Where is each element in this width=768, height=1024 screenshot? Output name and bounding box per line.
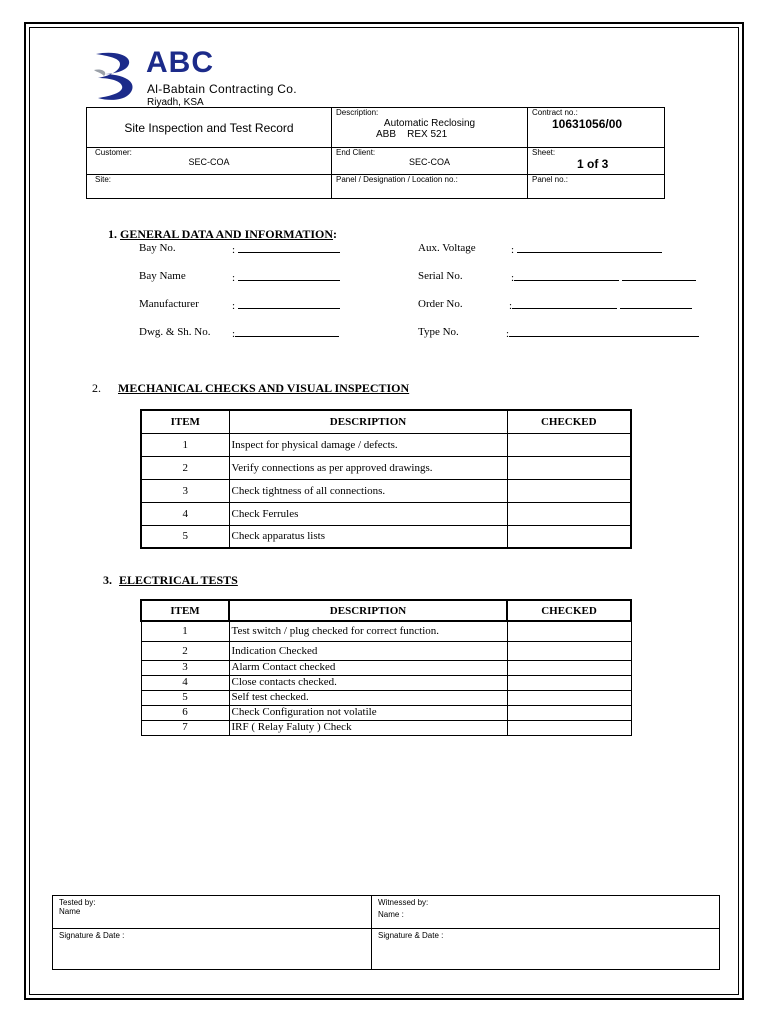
end-client-value: SEC-COA (408, 157, 450, 167)
section2-title: MECHANICAL CHECKS AND VISUAL INSPECTION (118, 381, 410, 395)
field-dwg-sh-no-input[interactable] (232, 326, 339, 340)
field-label: Bay Name (139, 270, 186, 282)
description-line1: Automatic Reclosing (383, 118, 476, 129)
field-sep: : (511, 272, 515, 284)
field-label: Aux. Voltage (418, 242, 476, 254)
contract-cell (528, 108, 665, 148)
item-description: Test switch / plug checked for correct function. (229, 621, 507, 641)
item-description: Alarm Contact checked (229, 660, 507, 675)
item-number: 5 (141, 525, 229, 548)
customer-value: SEC-COA (188, 157, 230, 167)
checked-cell[interactable] (507, 502, 631, 525)
fill-line (235, 326, 339, 337)
table-row (141, 479, 631, 502)
description-cell (332, 108, 528, 148)
section2-heading (92, 381, 409, 396)
field-bay-name-input[interactable] (232, 270, 340, 284)
field-aux-voltage (418, 242, 476, 254)
tested-signature-cell[interactable] (53, 929, 372, 970)
table-row (141, 433, 631, 456)
electrical-tests-table (140, 599, 632, 736)
item-number: 4 (141, 675, 229, 690)
field-sep: : (511, 244, 515, 256)
col-checked-header: CHECKED (507, 410, 631, 433)
header-table (86, 107, 665, 199)
customer-cell (87, 148, 332, 175)
checked-cell[interactable] (507, 690, 631, 705)
table-row (141, 641, 631, 660)
section3-title: ELECTRICAL TESTS (119, 573, 238, 587)
item-description: Check tightness of all connections. (229, 479, 507, 502)
field-sep: : (232, 272, 236, 284)
checked-cell[interactable] (507, 433, 631, 456)
record-title: Site Inspection and Test Record (87, 108, 332, 148)
item-number: 6 (141, 705, 229, 720)
checked-cell[interactable] (507, 479, 631, 502)
checked-cell[interactable] (507, 705, 631, 720)
item-description: Check Ferrules (229, 502, 507, 525)
logo-letters: ABC (146, 46, 214, 79)
description-brand: ABB (376, 129, 397, 140)
section1-heading (108, 227, 337, 242)
table-row (141, 660, 631, 675)
field-sep: : (509, 300, 513, 312)
col-item-header: ITEM (141, 410, 229, 433)
item-number: 1 (141, 621, 229, 641)
field-dwg-sh-no (139, 326, 211, 338)
field-label: Dwg. & Sh. No. (139, 326, 211, 338)
fill-line (517, 242, 662, 253)
field-label: Order No. (418, 298, 463, 310)
site-cell (87, 175, 332, 199)
panel-no-cell (528, 175, 665, 199)
field-bay-name (139, 270, 186, 282)
item-description: Check apparatus lists (229, 525, 507, 548)
col-description-header: DESCRIPTION (229, 600, 507, 621)
fill-line (622, 270, 696, 281)
col-checked-header: CHECKED (507, 600, 631, 621)
mechanical-checks-table (140, 409, 632, 549)
panel-label: Panel / Designation / Location no.: (336, 175, 458, 184)
sheet-cell (528, 148, 665, 175)
site-label: Site: (95, 175, 112, 184)
item-description: Indication Checked (229, 641, 507, 660)
abc-swoosh-logo-icon (92, 50, 138, 102)
end-client-cell (332, 148, 528, 175)
contract-value: 10631056/00 (552, 117, 623, 131)
field-order-no (418, 298, 463, 310)
field-bay-no (139, 242, 176, 254)
sheet-label: Sheet: (532, 148, 556, 157)
table-row (141, 720, 631, 735)
field-sep: : (232, 244, 236, 256)
section1-colon: : (333, 227, 338, 241)
table-row (141, 502, 631, 525)
table-row (141, 621, 631, 641)
description-model: REX 521 (407, 129, 448, 140)
item-number: 2 (141, 641, 229, 660)
field-sep: : (506, 328, 510, 340)
item-number: 3 (141, 479, 229, 502)
checked-cell[interactable] (507, 720, 631, 735)
witnessed-by-cell[interactable] (372, 896, 720, 929)
panel-no-label: Panel no.: (532, 175, 569, 184)
tested-name-label: Name (59, 907, 81, 916)
table-row (141, 690, 631, 705)
item-description: Inspect for physical damage / defects. (229, 433, 507, 456)
field-type-no-input[interactable] (506, 326, 699, 340)
witnessed-by-label: Witnessed by: (378, 898, 429, 907)
checked-cell[interactable] (507, 675, 631, 690)
company-name: Al-Babtain Contracting Co. (147, 82, 297, 96)
table-row (141, 675, 631, 690)
field-sep: : (232, 328, 236, 340)
signature-table (52, 895, 720, 970)
table-row (141, 525, 631, 548)
field-label: Serial No. (418, 270, 463, 282)
signature-date-label: Signature & Date : (378, 931, 444, 940)
item-number: 7 (141, 720, 229, 735)
fill-line (509, 326, 699, 337)
section2-number: 2. (92, 381, 101, 395)
fill-line (238, 242, 340, 253)
description-label: Description: (336, 108, 379, 117)
tested-by-cell[interactable] (53, 896, 372, 929)
table-row (141, 705, 631, 720)
item-number: 2 (141, 456, 229, 479)
field-label: Bay No. (139, 242, 176, 254)
checked-cell[interactable] (507, 660, 631, 675)
field-serial-no-input[interactable] (511, 270, 696, 284)
signature-date-label: Signature & Date : (59, 931, 125, 940)
item-number: 4 (141, 502, 229, 525)
sheet-value: 1 of 3 (577, 157, 609, 171)
fill-line (620, 298, 692, 309)
col-description-header: DESCRIPTION (229, 410, 507, 433)
company-city: Riyadh, KSA (147, 97, 204, 108)
item-number: 1 (141, 433, 229, 456)
field-manufacturer (139, 298, 199, 310)
fill-line (238, 270, 340, 281)
checked-cell[interactable] (507, 456, 631, 479)
field-type-no (418, 326, 459, 338)
field-bay-no-input[interactable] (232, 242, 340, 256)
contract-label: Contract no.: (532, 108, 578, 117)
field-serial-no (418, 270, 463, 282)
fill-line (514, 270, 619, 281)
fill-line (512, 298, 617, 309)
item-number: 3 (141, 660, 229, 675)
panel-cell (332, 175, 528, 199)
item-description: Verify connections as per approved drawings. (229, 456, 507, 479)
item-description: Self test checked. (229, 690, 507, 705)
witnessed-name-label: Name : (378, 910, 404, 919)
col-item-header: ITEM (141, 600, 229, 621)
checked-cell[interactable] (507, 641, 631, 660)
field-aux-voltage-input[interactable] (511, 242, 662, 256)
end-client-label: End Client: (336, 148, 376, 157)
field-label: Type No. (418, 326, 459, 338)
item-description: Check Configuration not volatile (229, 705, 507, 720)
section1-number: 1. (108, 227, 117, 241)
field-order-no-input[interactable] (509, 298, 692, 312)
customer-label: Customer: (95, 148, 132, 157)
item-description: IRF ( Relay Faluty ) Check (229, 720, 507, 735)
field-manufacturer-input[interactable] (232, 298, 340, 312)
table-row (141, 456, 631, 479)
item-description: Close contacts checked. (229, 675, 507, 690)
item-number: 5 (141, 690, 229, 705)
checked-cell[interactable] (507, 525, 631, 548)
witnessed-signature-cell[interactable] (372, 929, 720, 970)
field-sep: : (232, 300, 236, 312)
field-label: Manufacturer (139, 298, 199, 310)
tested-by-label: Tested by: (59, 898, 96, 907)
description-line2 (336, 129, 523, 140)
fill-line (238, 298, 340, 309)
section3-heading (103, 573, 238, 588)
section3-number: 3. (103, 573, 112, 587)
checked-cell[interactable] (507, 621, 631, 641)
section1-title: GENERAL DATA AND INFORMATION (120, 227, 334, 241)
